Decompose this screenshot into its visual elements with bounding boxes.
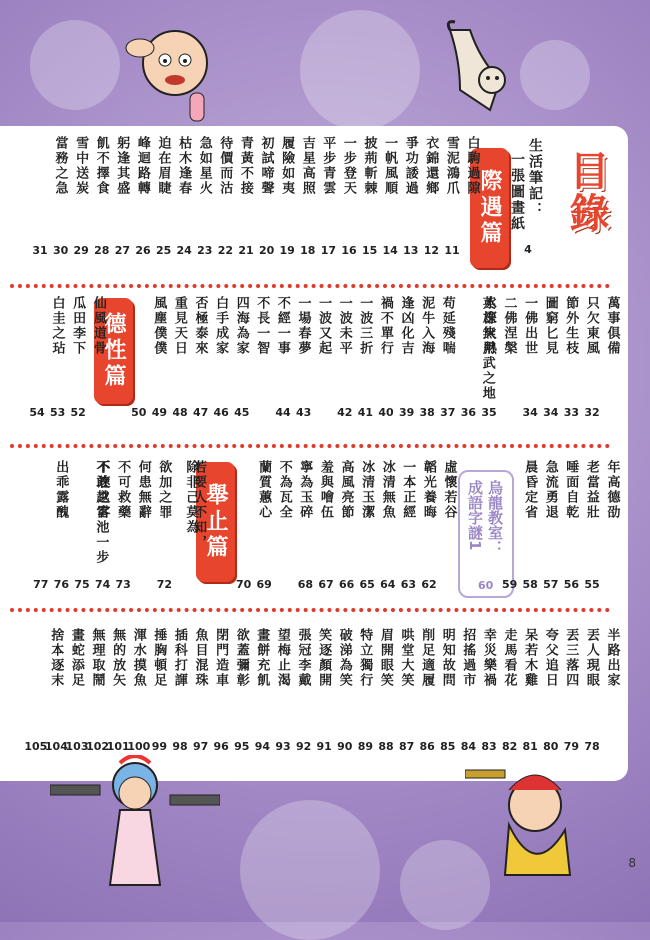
toc-entry-page: 73 (115, 578, 131, 591)
toc-entry-title: 英雄無用武之地 (479, 296, 495, 401)
toc-entry-title: 苟延殘喘 (439, 296, 455, 356)
toc-entry-title: 高風亮節 (338, 460, 354, 520)
toc-entry-page: 44 (275, 406, 291, 419)
toc-entry-title: 只欠東風 (583, 296, 599, 356)
toc-entry-title: 出乖露醜 (53, 460, 69, 520)
toc-entry-page: 55 (584, 578, 600, 591)
quiz-page: 60 (478, 579, 494, 592)
toc-entry-title: 韜光養晦 (420, 460, 436, 520)
toc-entry-page: 25 (155, 244, 172, 257)
toc-entry-title: 虛懷若谷 (441, 460, 457, 520)
toc-entry-title: 枯木逢春 (176, 136, 192, 196)
quiz-subtitle: 成語字謎1 (466, 480, 484, 551)
toc-entry-page: 94 (254, 740, 271, 753)
toc-entry-page: 81 (522, 740, 538, 753)
toc-entry-page: 104 (44, 740, 68, 753)
baby-cartoon-illustration (115, 8, 235, 128)
toc-entry-page: 12 (423, 244, 440, 257)
toc-entry-title: 丟三落四 (563, 628, 579, 688)
toc-entry-page: 79 (563, 740, 580, 753)
toc-entry-title: 圖窮匕見 (542, 296, 558, 356)
toc-entry-page: 40 (378, 406, 394, 419)
toc-entry-title: 年高德劭 (604, 460, 620, 520)
toc-entry-page: 18 (300, 244, 316, 257)
section-label-encounters: 際遇篇 (470, 148, 509, 268)
toc-entry-title: 初試啼聲 (258, 136, 274, 196)
toc-entry-page: 66 (338, 578, 355, 591)
toc-entry-page: 15 (361, 244, 378, 257)
toc-entry-page: 96 (213, 740, 229, 753)
section-label-virtue: 德性篇 (94, 298, 133, 404)
toc-entry-title: 魚目混珠 (192, 628, 208, 688)
toc-entry-page: 86 (419, 740, 435, 753)
toc-entry-page: 54 (29, 406, 45, 419)
toc-entry-page: 92 (295, 740, 312, 753)
toc-entry-page: 93 (275, 740, 291, 753)
toc-entry-page: 88 (378, 740, 394, 753)
toc-entry-title: 風塵僕僕 (151, 296, 167, 356)
toc-entry-title: 峰迴路轉 (134, 136, 150, 196)
toc-entry-page: 53 (49, 406, 66, 419)
toc-entry-page: 59 (501, 578, 518, 591)
toc-entry-page: 30 (52, 244, 69, 257)
bg-bubble (240, 800, 380, 940)
toc-entry-title: 否極泰來 (192, 296, 208, 356)
toc-entry-page: 103 (65, 740, 89, 753)
toc-entry-title: 躬逢其盛 (114, 136, 130, 196)
toc-entry-page: 42 (337, 406, 353, 419)
toc-entry-title: 一場春夢 (295, 296, 311, 356)
toc-entry-title: 飢不擇食 (93, 136, 109, 196)
toc-entry-page: 63 (400, 578, 417, 591)
toc-entry-page: 39 (398, 406, 415, 419)
toc-entry-page: 56 (563, 578, 580, 591)
toc-entry-page: 28 (94, 244, 110, 257)
toc-entry-title: 無的放矢 (110, 628, 126, 688)
page-title: 目錄 (563, 150, 609, 234)
toc-entry-title: 急流勇退 (542, 460, 558, 520)
toc-entry-title: 畫餅充飢 (254, 628, 270, 688)
bg-bubble (520, 40, 590, 110)
intro-title: 一張圖畫紙 (509, 152, 525, 232)
toc-entry-title: 明知故問 (439, 628, 455, 688)
toc-entry-page: 97 (192, 740, 209, 753)
toc-entry-page: 85 (440, 740, 456, 753)
toc-entry-page: 45 (234, 406, 250, 419)
intro-page: 4 (524, 243, 532, 256)
toc-entry-page: 99 (151, 740, 168, 753)
toc-entry-title: 履險如夷 (279, 136, 295, 196)
toc-entry-title: 笑逐顏開 (316, 628, 332, 688)
toc-entry-title: 欲蓋彌彰 (233, 628, 249, 688)
toc-entry-page: 46 (213, 406, 229, 419)
toc-entry-title: 不經一事 (274, 296, 290, 356)
toc-entry-title: 無理取鬧 (89, 628, 105, 688)
toc-entry-title: 夸父追日 (542, 628, 558, 688)
toc-entry-title: 閉門造車 (213, 628, 229, 688)
toc-entry-page: 34 (522, 406, 538, 419)
toc-entry-page: 95 (234, 740, 250, 753)
toc-entry-page: 75 (74, 578, 90, 591)
toc-entry-title: 迫在眉睫 (155, 136, 171, 196)
toc-entry-page: 47 (192, 406, 209, 419)
toc-entry[interactable] (133, 296, 185, 356)
toc-entry-title: 捶胸頓足 (151, 628, 167, 688)
toc-entry-title: 渾水摸魚 (130, 628, 146, 688)
toc-entry[interactable] (31, 296, 86, 356)
toc-entry-title: 瓜田李下 (70, 296, 86, 356)
toc-entry-title: 幸災樂禍 (480, 628, 496, 688)
toc-entry-title: 節外生枝 (563, 296, 579, 356)
toc-entry-page: 87 (398, 740, 415, 753)
toc-entry-page: 14 (382, 244, 398, 257)
toc-entry-page: 36 (460, 406, 477, 419)
toc-entry-page: 48 (172, 406, 188, 419)
toc-entry-page: 33 (563, 406, 580, 419)
toc-entry-page: 76 (53, 578, 70, 591)
toc-entry-page: 68 (297, 578, 314, 591)
toc-entry-page: 65 (359, 578, 375, 591)
toc-entry-page: 102 (86, 740, 110, 753)
toc-entry-title: 仙風道骨 (90, 296, 106, 356)
toc-entry-title: 青黃不接 (237, 136, 253, 196)
toc-entry-title: 待價而沽 (217, 136, 233, 196)
toc-entry-title: 泥牛入海 (419, 296, 435, 356)
toc-entry-title: 羞與噲伍 (317, 460, 333, 520)
toc-entry-title: 爭功諉過 (402, 136, 418, 196)
toc-entry-page: 38 (419, 406, 435, 419)
toc-entry-title: 眉開眼笑 (377, 628, 393, 688)
toc-entry-title: 披荊斬棘 (361, 136, 377, 196)
toc-entry-page: 50 (131, 406, 147, 419)
toc-entry-page: 41 (357, 406, 374, 419)
toc-entry-page: 91 (316, 740, 332, 753)
toc-entry[interactable] (35, 460, 87, 520)
toc-entry-title: 逢凶化吉 (398, 296, 414, 356)
toc-entry-page: 49 (151, 406, 168, 419)
toc-entry-page: 31 (32, 244, 48, 257)
quiz-title: 烏龍教室： (486, 480, 504, 555)
toc-entry-page: 27 (114, 244, 131, 257)
toc-entry-page: 84 (460, 740, 477, 753)
toc-entry-title: 平步青雲 (320, 136, 336, 196)
toc-entry-page: 77 (33, 578, 49, 591)
toc-entry-page: 78 (584, 740, 600, 753)
opera-man-illustration (465, 760, 585, 880)
toc-entry-title: 望梅止渴 (274, 628, 290, 688)
toc-entry-page: 20 (258, 244, 275, 257)
toc-entry-page: 22 (217, 244, 234, 257)
toc-entry[interactable] (504, 460, 556, 520)
toc-entry[interactable] (30, 628, 82, 688)
toc-entry-title: 吉星高照 (299, 136, 315, 196)
toc-entry-title: 二佛涅槃 (501, 296, 517, 356)
toc-entry-title: 一波三折 (357, 296, 373, 356)
toc-entry-title: 水深火熱 (480, 296, 496, 356)
toc-entry-title: 走馬看花 (501, 628, 517, 688)
toc-entry-title: 老當益壯 (583, 460, 599, 520)
toc-entry-title: 丟人現眼 (583, 628, 599, 688)
cat-cartoon-illustration (430, 20, 510, 120)
toc-entry-page: 58 (522, 578, 538, 591)
toc-entry-title: 張冠李戴 (295, 628, 311, 688)
toc-entry-title: 四海為家 (233, 296, 249, 356)
section-separator (10, 284, 610, 288)
bg-bubble (30, 20, 120, 110)
toc-entry-page: 90 (337, 740, 353, 753)
toc-entry-page: 24 (176, 244, 192, 257)
toc-entry-page: 101 (106, 740, 130, 753)
toc-entry-title: 一波未平 (336, 296, 352, 356)
toc-entry[interactable] (238, 460, 290, 520)
toc-entry-title: 禍不單行 (377, 296, 393, 356)
toc-entry[interactable] (34, 136, 89, 196)
toc-entry-title: 冰清無魚 (379, 460, 395, 520)
toc-entry-page: 62 (421, 578, 437, 591)
toc-entry-title: 不可救藥 (115, 460, 131, 520)
toc-entry-page: 82 (501, 740, 518, 753)
toc-entry-page: 83 (481, 740, 497, 753)
toc-entry-title: 冰清玉潔 (359, 460, 375, 520)
intro-label: 生活筆記： (527, 138, 543, 218)
toc-entry-title: 當務之急 (52, 136, 68, 196)
toc-entry-page: 89 (357, 740, 374, 753)
toc-entry-title: 不長一智 (254, 296, 270, 356)
section-separator (10, 444, 610, 448)
toc-entry-page: 105 (24, 740, 48, 753)
toc-entry-title: 萬事俱備 (604, 296, 620, 356)
toc-entry-title: 插科打諢 (171, 628, 187, 688)
toc-entry-page: 67 (318, 578, 334, 591)
toc-entry-title: 一佛出世 (522, 296, 538, 356)
toc-entry-title: 哄堂大笑 (398, 628, 414, 688)
toc-entry-title: 雪泥鴻爪 (443, 136, 459, 196)
toc-entry-title: 蘭質蕙心 (256, 460, 272, 520)
toc-entry-page: 100 (127, 740, 151, 753)
toc-entry-page: 35 (481, 406, 497, 419)
toc-entry-title: 白手成家 (213, 296, 229, 356)
toc-entry-title: 重見天日 (171, 296, 187, 356)
toc-entry-title: 捨本逐末 (48, 628, 64, 688)
toc-entry-title: 雪中送炭 (73, 136, 89, 196)
toc-entry-page: 13 (403, 244, 419, 257)
toc-entry-title: 欲加之罪 (156, 460, 172, 520)
toc-entry-page: 32 (584, 406, 600, 419)
intro-title-wrap (510, 152, 575, 232)
toc-entry-title: 寧為玉碎 (297, 460, 313, 520)
toc-entry-title: 不敢越雷池一步 (93, 460, 109, 565)
toc-entry-title: 特立獨行 (357, 628, 373, 688)
toc-entry-page: 37 (440, 406, 456, 419)
toc-entry-title: 白圭之玷 (49, 296, 65, 356)
toc-entry-page: 52 (70, 406, 86, 419)
toc-entry-page: 43 (295, 406, 312, 419)
toc-entry-page: 74 (94, 578, 111, 591)
girl-with-guns-illustration (50, 755, 220, 895)
toc-entry-title: 一本正經 (400, 460, 416, 520)
toc-entry-title: 何患無辭 (135, 460, 151, 520)
toc-entry-page: 64 (380, 578, 396, 591)
toc-entry-page: 72 (156, 578, 173, 591)
toc-entry-page: 29 (73, 244, 89, 257)
toc-entry-title: 呆若木雞 (522, 628, 538, 688)
toc-entry-page: 57 (543, 578, 559, 591)
toc-entry-page: 80 (543, 740, 559, 753)
toc-entry-title: 若要人不知， (191, 460, 206, 550)
toc-entry-title: 一步登天 (340, 136, 356, 196)
toc-entry-title: 一帆風順 (382, 136, 398, 196)
toc-entry-title: 晨昏定省 (522, 460, 538, 520)
toc-entry-title: 除非己莫為 (183, 460, 199, 535)
toc-entry-page: 17 (320, 244, 337, 257)
toc-entry-page: 19 (279, 244, 295, 257)
toc-entry-title: 急如星火 (196, 136, 212, 196)
toc-entry-page: 16 (341, 244, 357, 257)
bg-bubble (300, 10, 420, 130)
toc-entry-title: 破涕為笑 (336, 628, 352, 688)
toc-entry-title: 白駒過隙 (464, 136, 480, 196)
toc-entry-title: 半路出家 (604, 628, 620, 688)
section-label-conduct: 舉止篇 (196, 462, 235, 582)
toc-entry-title: 不速之客 (94, 460, 110, 520)
toc-entry-title: 削足適履 (419, 628, 435, 688)
toc-entry-page: 69 (256, 578, 272, 591)
toc-entry-page: 98 (172, 740, 188, 753)
toc-entry-page: 26 (135, 244, 151, 257)
section-separator (10, 608, 610, 612)
toc-entry-page: 70 (235, 578, 252, 591)
toc-entry-title: 招搖過市 (460, 628, 476, 688)
toc-entry-title: 衣錦還鄉 (423, 136, 439, 196)
toc-entry-page: 23 (197, 244, 213, 257)
toc-entry-page: 21 (238, 244, 254, 257)
toc-entry-page: 11 (444, 244, 460, 257)
toc-entry-title: 唾面自乾 (563, 460, 579, 520)
page-number: 8 (628, 856, 636, 870)
toc-entry-page: 34 (543, 406, 559, 419)
toc-entry-title: 一波又起 (316, 296, 332, 356)
toc-entry-title: 畫蛇添足 (68, 628, 84, 688)
toc-entry-title: 不為瓦全 (276, 460, 292, 520)
